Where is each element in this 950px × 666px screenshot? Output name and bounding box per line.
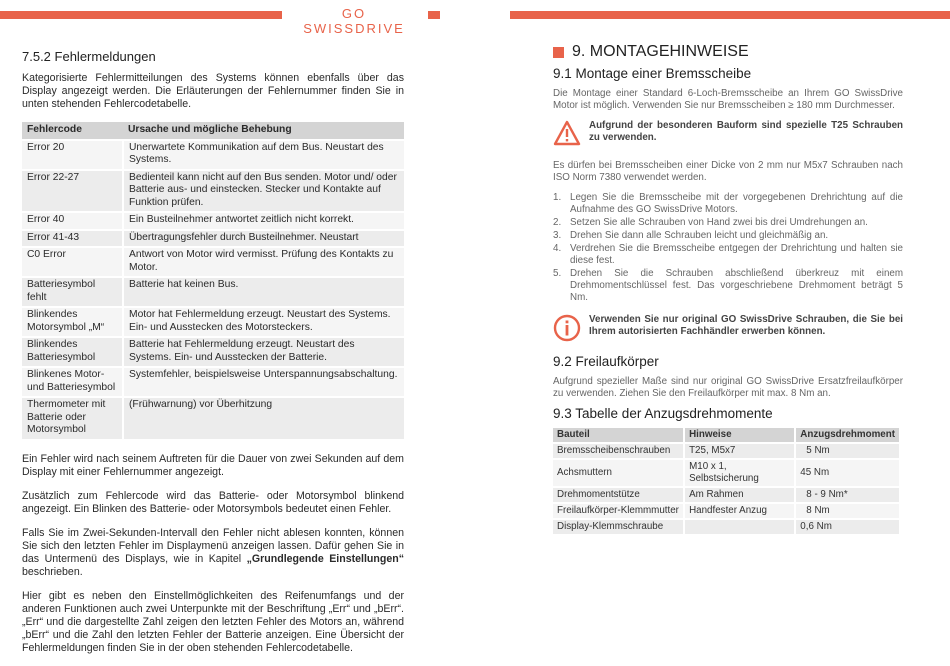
table-row [22, 337, 404, 367]
paragraph-err-berr: Hier gibt es neben den Einstellmöglichkeiten des Reifenumfangs und der anderen Funktionen auch zwei Unterpunkte mit der Beschriftung „Err“ und „bErr“. „Err“ und die dargestellte Zahl zeigen den letzten Fehler des Motors an, während „bErr“ und die Zahl den letzten Fehler der Batterie anzeigen. Eine Übersicht der Fehlermeldungen finden Sie in der oben stehenden Fehlercodetabelle. [22, 589, 404, 654]
table-row [22, 307, 404, 337]
step-number: 4. [553, 243, 562, 254]
error-cause: Ein Busteilnehmer antwortet zeitlich nicht korrekt. [123, 212, 404, 230]
table-row [22, 247, 404, 277]
header-bar-right [510, 11, 950, 19]
error-cause: Batterie hat keinen Bus. [123, 277, 404, 307]
warning-text: Aufgrund der besonderen Bauform sind spezielle T25 Schrauben zu verwenden. [589, 120, 903, 143]
left-page [22, 50, 404, 666]
step-text: Drehen Sie dann alle Schrauben leicht und gleichmäßig an. [570, 230, 829, 241]
column-header-torque: Anzugsdrehmoment [795, 428, 900, 443]
table-row [553, 503, 900, 519]
torque-cell: 8 Nm [795, 503, 900, 519]
freewheel-paragraph: Aufgrund spezieller Maße sind nur original GO SwissDrive Ersatzfreilaufkörper zu verwenden. Ziehen Sie den Freilaufkörper mit max. 8 Nm an. [553, 376, 903, 399]
right-page [553, 43, 903, 536]
step-text: Drehen Sie die Schrauben abschließend überkreuz mit einem Drehmomentschlüssel fest. Das vorgeschriebene Drehmoment beträgt 5 Nm. [570, 268, 903, 303]
screw-norm-paragraph: Es dürfen bei Bremsscheiben einer Dicke von 2 mm nur M5x7 Schrauben nach ISO Norm 7380 verwendet werden. [553, 160, 903, 183]
torque-cell: 8 - 9 Nm* [795, 487, 900, 503]
table-row [22, 230, 404, 248]
table-row [553, 459, 900, 487]
error-code: Error 40 [22, 212, 123, 230]
step-number: 1. [553, 192, 562, 203]
error-code: Blinkenes Motor- und Batteriesymbol [22, 367, 123, 397]
table-row [553, 487, 900, 503]
part-cell: Freilaufkörper-Klemmmutter [553, 503, 684, 519]
paragraph-display-menu [22, 527, 404, 579]
intro-paragraph: Kategorisierte Fehlermitteilungen des Systems können ebenfalls über das Display angezeigt werden. Die Erläuterungen der Fehlernummer finden Sie in unten stehenden Fehlercodetabelle. [22, 72, 404, 110]
section-title-9-2: 9.2 Freilaufkörper [553, 354, 659, 369]
header-bar-left [0, 11, 282, 19]
section-title-9-3: 9.3 Tabelle der Anzugsdrehmomente [553, 406, 773, 421]
error-code: Thermometer mit Batterie oder Motorsymbol [22, 397, 123, 440]
error-cause: Übertragungsfehler durch Busteilnehmer. Neustart [123, 230, 404, 248]
part-cell: Achsmuttern [553, 459, 684, 487]
chapter-square-icon [553, 47, 564, 58]
part-cell: Bremsscheibenschrauben [553, 443, 684, 459]
chapter-title-text: 9. MONTAGEHINWEISE [572, 43, 749, 60]
notes-cell: Am Rahmen [684, 487, 795, 503]
error-code-table [22, 122, 404, 441]
table-row [22, 397, 404, 440]
step-text: Setzen Sie alle Schrauben von Hand zwei bis drei Umdrehungen an. [570, 217, 868, 228]
torque-table [553, 428, 901, 536]
column-header-part: Bauteil [553, 428, 684, 443]
list-item [553, 243, 903, 267]
step-number: 2. [553, 217, 562, 228]
error-code: Error 22-27 [22, 170, 123, 213]
torque-cell: 45 Nm [795, 459, 900, 487]
info-text: Verwenden Sie nur original GO SwissDrive Schrauben, die Sie bei Ihrem autorisierten Fachhändler erwerben können. [589, 314, 903, 337]
brake-disc-paragraph: Die Montage einer Standard 6-Loch-Bremsscheibe an Ihrem GO SwissDrive Motor ist möglich. Verwenden Sie nur Bremsscheiben ≥ 180 mm Durchmesser. [553, 88, 903, 111]
error-code: Batteriesymbol fehlt [22, 277, 123, 307]
list-item [553, 217, 903, 229]
header-bar-mid [428, 11, 440, 19]
error-code: Error 20 [22, 140, 123, 170]
error-cause: (Frühwarnung) vor Überhitzung [123, 397, 404, 440]
table-row [22, 212, 404, 230]
section-heading-7-5-2: 7.5.2 Fehlermeldungen [22, 49, 156, 64]
paragraph-error-display: Ein Fehler wird nach seinem Auftreten für die Dauer von zwei Sekunden auf dem Display mit einer Fehlernummer angezeigt. [22, 452, 404, 478]
step-text: Verdrehen Sie die Bremsscheibe entgegen der Drehrichtung und halten sie diese fest. [570, 243, 903, 266]
part-cell: Display-Klemmschraube [553, 519, 684, 535]
paragraph-text: beschrieben. [22, 565, 83, 578]
section-title-9-1: 9.1 Montage einer Bremsscheibe [553, 66, 752, 81]
torque-cell: 5 Nm [795, 443, 900, 459]
chapter-title [553, 43, 903, 60]
error-code: C0 Error [22, 247, 123, 277]
error-cause: Batterie hat Fehlermeldung erzeugt. Neustart des Systems. Ein- und Ausstecken der Batterie. [123, 337, 404, 367]
mounting-steps-list [553, 192, 903, 304]
step-number: 3. [553, 230, 562, 241]
list-item [553, 192, 903, 216]
info-circle-icon [553, 314, 583, 346]
notes-cell: M10 x 1, Selbstsicherung [684, 459, 795, 487]
column-header-code: Fehlercode [22, 122, 123, 140]
table-row [22, 170, 404, 213]
table-header-row [553, 428, 900, 443]
error-cause: Unerwartete Kommunikation auf dem Bus. Neustart des Systems. [123, 140, 404, 170]
table-row [22, 367, 404, 397]
torque-cell: 0,6 Nm [795, 519, 900, 535]
step-number: 5. [553, 268, 562, 279]
error-code: Blinkendes Motorsymbol „M“ [22, 307, 123, 337]
error-code: Blinkendes Batteriesymbol [22, 337, 123, 367]
table-row [22, 140, 404, 170]
error-cause: Systemfehler, beispielsweise Unterspannungsabschaltung. [123, 367, 404, 397]
list-item [553, 230, 903, 242]
table-row [553, 443, 900, 459]
notes-cell [684, 519, 795, 535]
step-text: Legen Sie die Bremsscheibe mit der vorgegebenen Drehrichtung auf die Aufnahme des GO SwissDrive Motors. [570, 192, 903, 215]
notes-cell: T25, M5x7 [684, 443, 795, 459]
warning-note [553, 120, 903, 150]
part-cell: Drehmomentstütze [553, 487, 684, 503]
column-header-notes: Hinweise [684, 428, 795, 443]
column-header-cause: Ursache und mögliche Behebung [123, 122, 404, 140]
table-row [22, 277, 404, 307]
error-cause: Bedienteil kann nicht auf den Bus senden. Motor und/ oder Batterie aus- und einstecken. Stecker und Kontakte auf Funktion prüfen. [123, 170, 404, 213]
warning-triangle-icon [553, 120, 583, 150]
brand-name: GO SWISSDRIVE [303, 6, 405, 36]
notes-cell: Handfester Anzug [684, 503, 795, 519]
error-cause: Motor hat Fehlermeldung erzeugt. Neustart des Systems. Ein- und Ausstecken des Motorsteckers. [123, 307, 404, 337]
paragraph-text: Falls Sie im Zwei-Sekunden-Intervall den Fehler nicht ablesen konnten, können Sie sich den letzten Fehler im Displaymenü anzeigen lassen. Dafür gehen Sie in das Untermenü des Displays, wie in Kapitel [22, 526, 404, 565]
error-code: Error 41-43 [22, 230, 123, 248]
info-note [553, 314, 903, 346]
error-cause: Antwort von Motor wird vermisst. Prüfung des Kontakts zu Motor. [123, 247, 404, 277]
paragraph-blinking-symbol: Zusätzlich zum Fehlercode wird das Batterie- oder Motorsymbol blinkend angezeigt. Ein Blinken des Batterie- oder Motorsymbols bedeutet einen Fehler. [22, 489, 404, 515]
table-header-row [22, 122, 404, 140]
table-row [553, 519, 900, 535]
list-item [553, 268, 903, 304]
chapter-reference: „Grundlegende Einstellungen“ [246, 552, 404, 565]
